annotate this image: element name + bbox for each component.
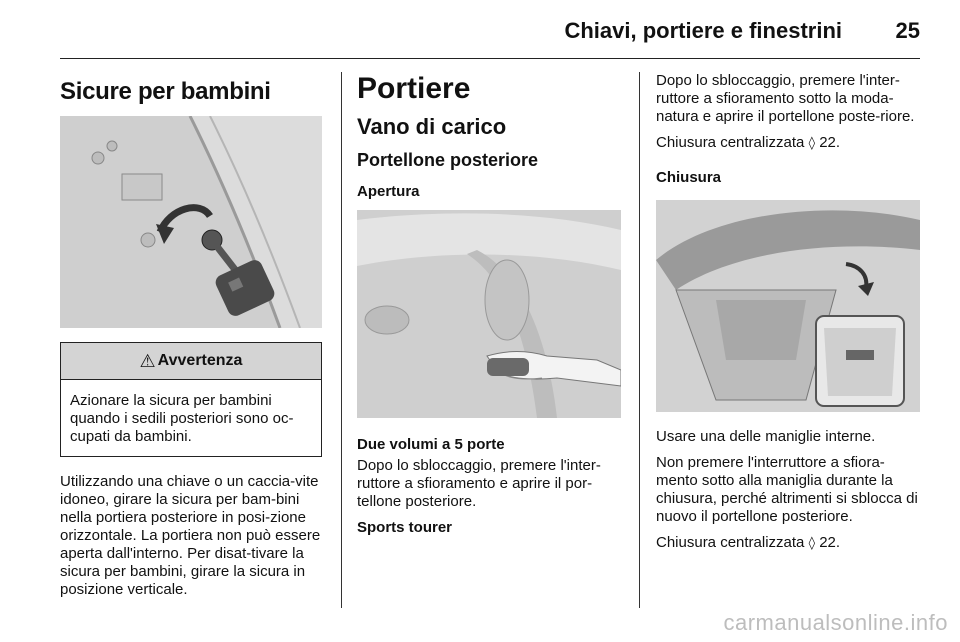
topic-heading: Apertura [357,183,420,200]
child-lock-illustration [60,116,322,328]
section-heading: Sicure per bambini [60,78,271,105]
body-paragraph: Dopo lo sbloccaggio, premere l'inter-ruttore a sfioramento e aprire il por-tellone posteriore. [357,457,601,510]
column-child-lock [60,72,322,607]
subsection-heading: Portellone posteriore [357,150,539,170]
body-paragraph: Non premere l'interruttore a sfiora-mento sotto alla maniglia durante la chiusura, perché altrimenti si sblocca di nuovo il portellone posteriore. [656,454,918,525]
body-paragraph: Usare una delle maniglie interne. [656,428,876,445]
tailgate-closing-illustration [656,200,920,412]
cross-reference [656,534,922,553]
topic-heading: Due volumi a 5 porte [357,436,505,453]
page-header [0,0,960,62]
column-tailgate [656,72,922,561]
page-number: 25 [895,18,920,43]
warning-triangle-icon: ⚠ [139,350,156,371]
column-divider [341,72,342,608]
chapter-heading: Portiere [357,72,471,105]
cross-reference [656,134,922,153]
header-rule [60,58,920,59]
section-heading: Vano di carico [357,114,507,139]
column-divider [639,72,640,608]
reference-page: 22. [819,134,841,151]
column-doors [357,72,621,546]
body-paragraph: Dopo lo sbloccaggio, premere l'inter-ruttore a sfioramento sotto la moda-natura e aprire il portellone poste-riore. [656,72,915,125]
reference-text: Chiusura centralizzata [656,134,805,151]
reference-page: 22. [819,534,841,551]
watermark: carmanualsonline.info [723,610,948,635]
warning-header [61,343,321,380]
warning-title: Avvertenza [157,352,243,369]
warning-box [60,342,322,457]
body-paragraph: Utilizzando una chiave o un caccia-vite idoneo, girare la sicura per bam-bini nella portiera posteriore in posi-zione orizzontale. La portiera non può essere aperta dall'interno. Per disat-tivare la sicura per bambini, girare la sicura in posizione verticale. [60,473,321,598]
header-title: Chiavi, portiere e finestrini [564,18,842,43]
topic-heading: Chiusura [656,169,722,186]
reference-arrow-icon: ◊ [808,136,816,151]
warning-text: Azionare la sicura per bambini quando i sedili posteriori sono oc-cupati da bambini. [70,392,294,445]
reference-arrow-icon: ◊ [808,536,816,551]
topic-heading: Sports tourer [357,519,453,536]
tailgate-opening-illustration [357,210,621,418]
reference-text: Chiusura centralizzata [656,534,805,551]
